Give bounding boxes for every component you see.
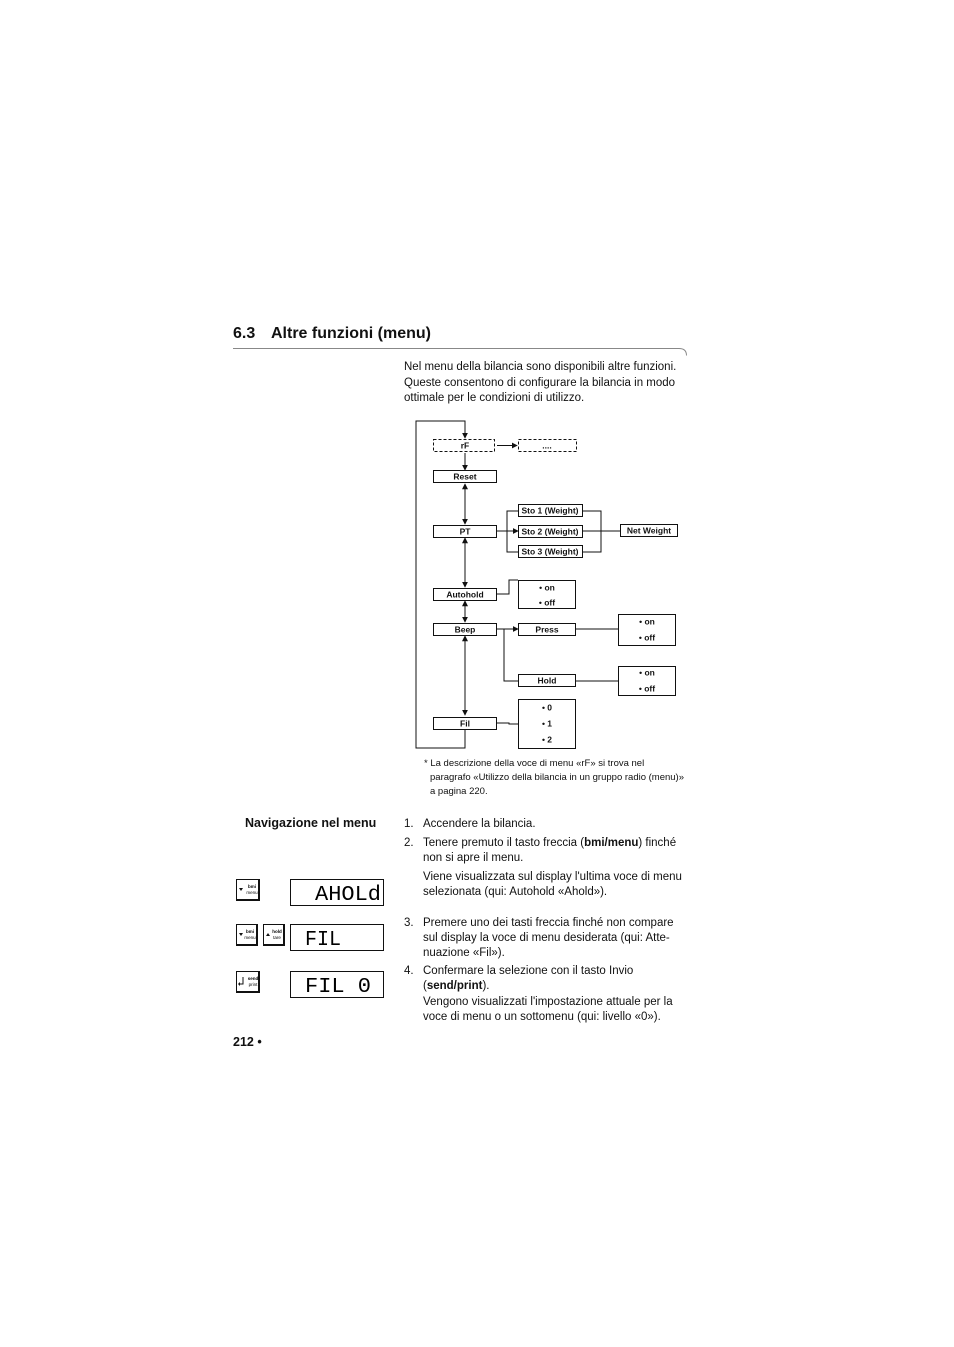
fil-option-0: • 0 [541,702,553,713]
key-label-top: bmi [247,884,257,889]
key-name-send-print: send/print [426,980,483,992]
node-pt: PT [459,526,471,537]
key-name-bmi-menu: bmi/menu [584,837,639,849]
fil-option-2: • 2 [541,734,553,745]
node-reset: Reset [453,471,477,482]
key-label-top: send [247,976,259,981]
step-number: 3. [404,917,414,929]
enter-icon [240,977,243,984]
autohold-option-off: • off [538,597,556,608]
key-label-top: bmi [245,929,255,934]
send-print-key [236,971,260,993]
step-number: 4. [404,965,414,977]
node-hold: Hold [537,675,557,686]
hold-option-off: • off [638,683,656,694]
intro-paragraph: Nel menu della bilancia sono disponibili altre funzioni. Queste consentono di configurare la bilancia in modo ottimale per le condizioni di utilizzo. [404,361,677,404]
section-heading: Altre funzioni (menu) [271,325,431,342]
node-fil: Fil [460,718,470,729]
step-3 [404,916,689,961]
arrow-down-icon [239,888,243,891]
step-subtext: Vengono visualizzati l'impostazione attuale per la voce di menu o un sottomenu (qui: livello «0»). [423,996,673,1023]
display-text: FIL [305,929,341,950]
step-subtext: Viene visualizzata sul display l'ultima voce di menu selezionata (qui: Autohold «Ahold»). [423,871,682,898]
navigation-heading: Navigazione nel menu [245,816,377,830]
key-label-bottom: menu [244,935,256,940]
arrow-down-icon [239,933,243,936]
press-option-on: • on [639,616,655,627]
node-sto3: Sto 3 (Weight) [521,546,579,557]
step-text: Accendere la bilancia. [423,818,536,830]
node-autohold: Autohold [446,589,484,600]
key-label-bottom: tare [273,935,281,940]
step-1 [404,817,689,832]
node-rf-sub: .... [542,440,552,451]
bmi-menu-key [236,924,258,946]
page-number: 212 • [233,1035,262,1049]
footnote-text: * La descrizione della voce di menu «rF» si trova nel paragrafo «Utilizzo della bilancia in un gruppo radio (menu)» a pagina 220. [424,758,685,797]
step-2 [404,836,689,900]
fil-option-1: • 1 [541,718,553,729]
step-number: 2. [404,837,414,849]
display-text: FIL 0 [305,976,371,997]
node-sto2: Sto 2 (Weight) [521,526,579,537]
step-text: Tenere premuto il tasto freccia (bmi/menu) finché non si apre il menu. [423,837,677,864]
section-title [233,325,431,343]
node-beep: Beep [454,624,476,635]
display-fil [290,924,384,951]
press-option-off: • off [638,632,656,643]
node-rf: rF [460,440,470,451]
node-press: Press [535,624,559,635]
bmi-menu-key [236,879,260,901]
step-number: 1. [404,818,414,830]
hold-option-on: • on [639,667,655,678]
node-sto1: Sto 1 (Weight) [521,505,579,516]
display-ahold [290,879,384,906]
hold-tare-key [263,924,285,946]
autohold-option-on: • on [539,582,555,593]
arrow-up-icon [266,933,270,936]
key-label-bottom: menu [246,890,258,895]
key-label-bottom: print [248,982,258,987]
node-net-weight: Net Weight [626,525,672,536]
step-4 [404,964,689,1025]
display-text: AHOLd [315,884,381,905]
step-text: Premere uno dei tasti freccia finché non compare sul display la voce di menu desiderata (qui: Atte- nuazione «Fil»). [423,917,674,959]
key-label-top: hold [272,929,282,934]
step-text: Confermare la selezione con il tasto Invio (send/print). [423,965,634,992]
section-number: 6.3 [233,325,256,342]
footnote [424,757,686,799]
display-fil-0 [290,971,384,998]
section-rule [233,348,687,356]
menu-diagram [410,418,690,753]
